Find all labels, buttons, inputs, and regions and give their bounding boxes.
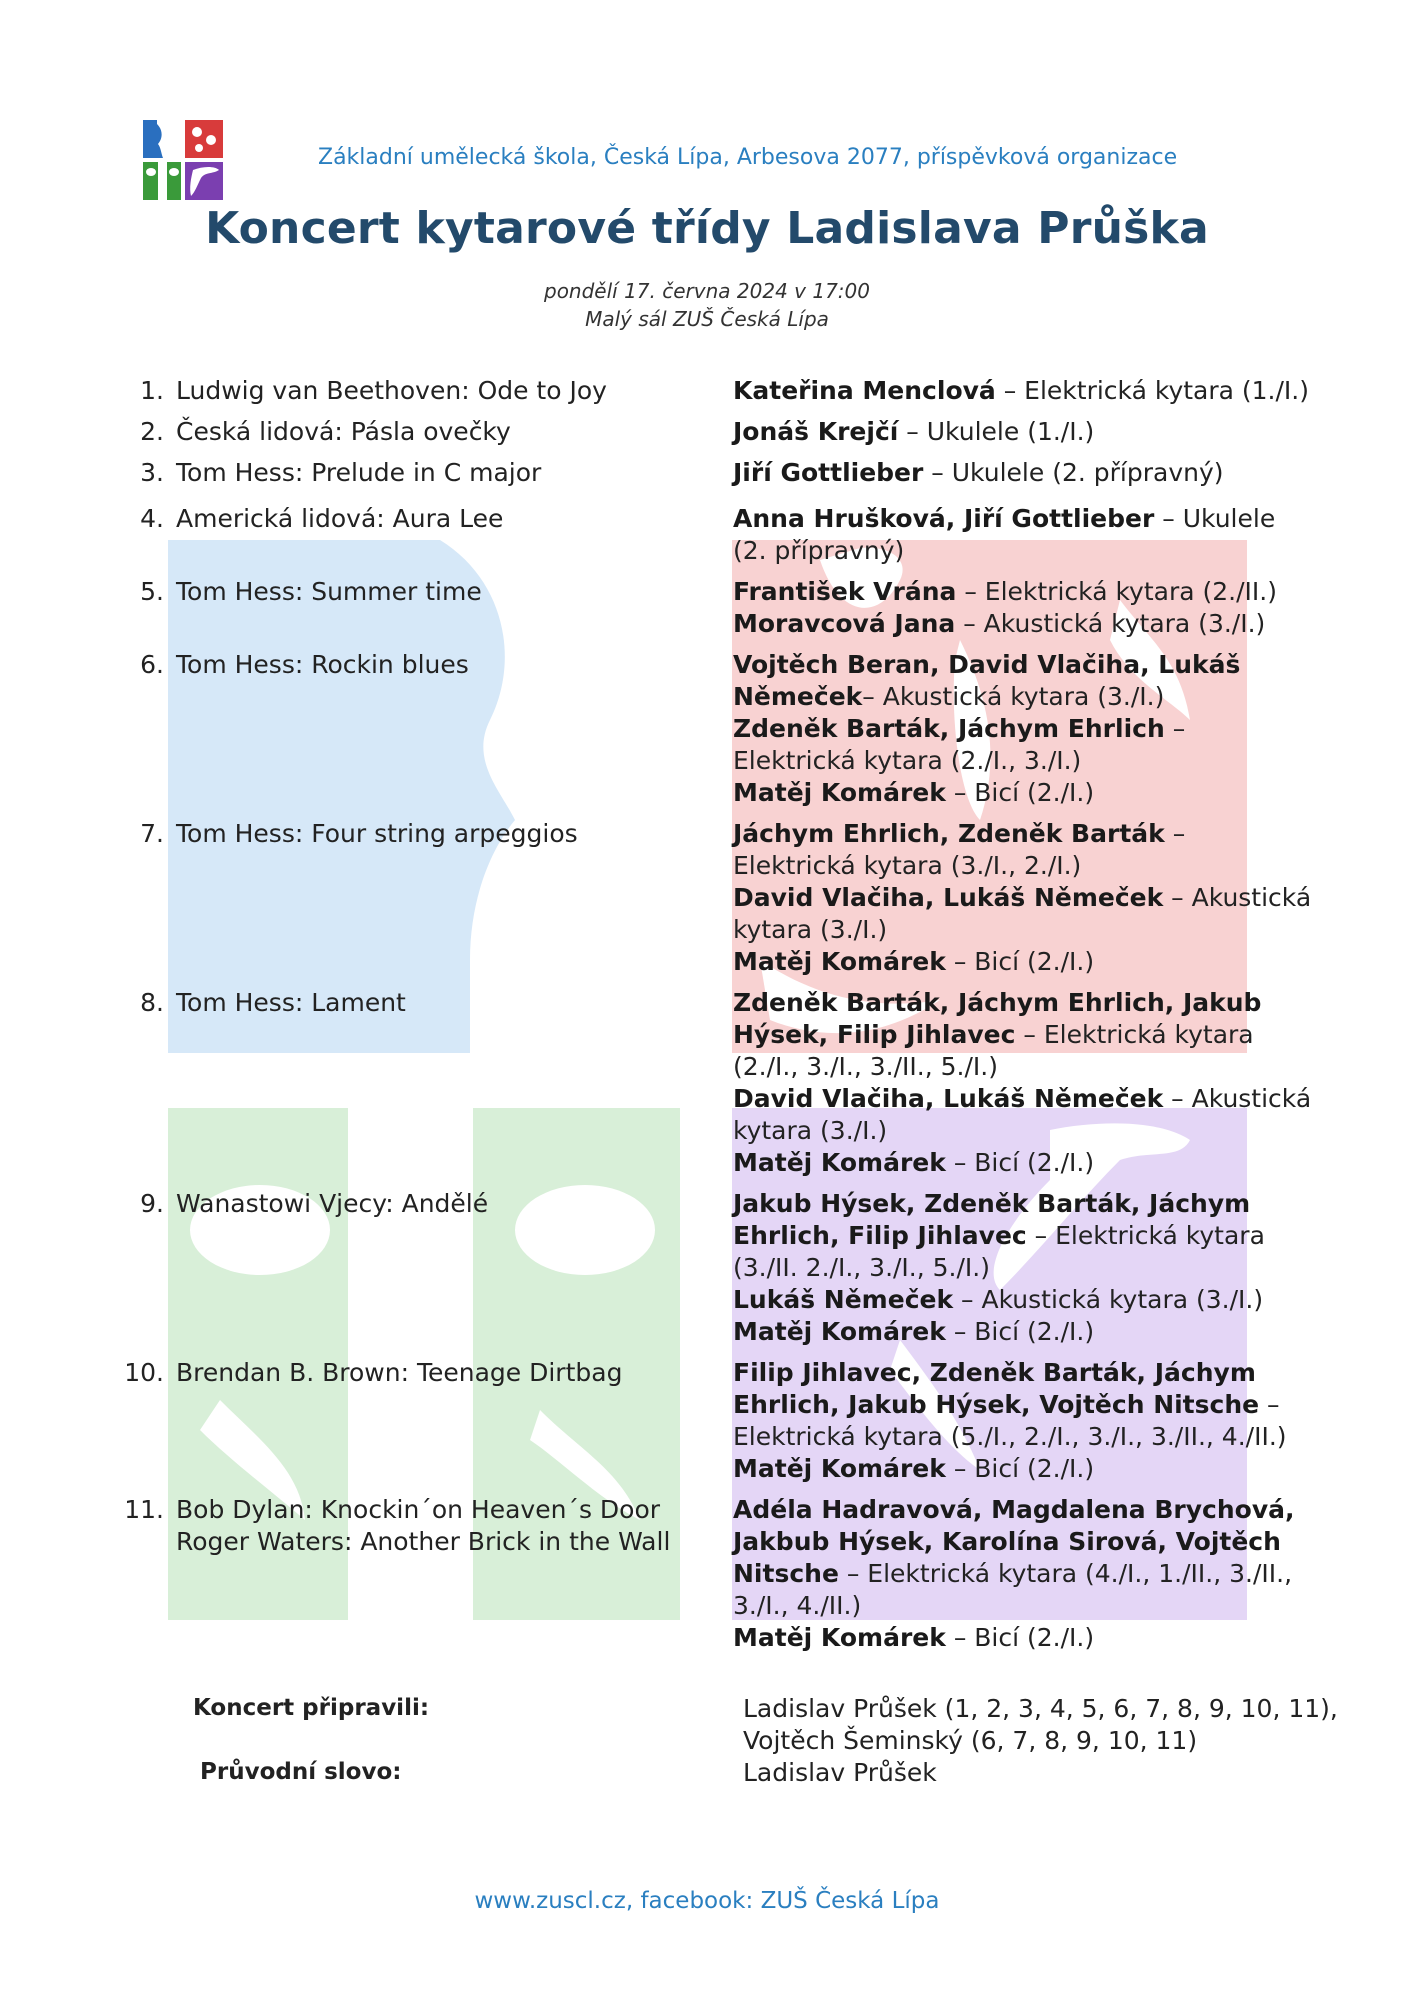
item-piece: Brendan B. Brown: Teenage Dirtbag [176,1358,623,1387]
item-piece: Tom Hess: Four string arpeggios [176,819,578,848]
item-number: 5. [140,577,164,606]
performer-names: Kateřina Menclová [733,376,996,405]
logo-red-quadrant [185,120,223,158]
performer-instrument: – Bicí (2./I.) [945,947,1095,976]
footer-links: www.zuscl.cz, facebook: ZUŠ Česká Lípa [474,1888,940,1914]
item-performers [733,1357,1313,1485]
prepared-value [743,1693,1338,1757]
performer-instrument: – Elektrická kytara (1./I.) [995,376,1310,405]
performer-instrument: – Ukulele (2. přípravný) [923,458,1224,487]
item-performers [733,416,1313,448]
performer-names: Jiří Gottlieber [733,458,924,487]
performer-names: Adéla Hadravová, Magdalena Brychová, Jakbub Hýsek, Karolína Sirová, Vojtěch Nitsche [733,1495,1295,1588]
item-number: 11. [124,1495,164,1524]
performer-instrument: – Elektrická kytara (5./I., 2./I., 3./I., 3./II., 4./II.) [733,1390,1287,1451]
item-piece-line: Bob Dylan: Knockin´on Heaven´s Door [176,1495,661,1524]
item-piece [176,1494,696,1558]
performer-names: František Vrána [733,577,957,606]
performer-names: Moravcová Jana [733,609,956,638]
item-number: 3. [140,458,164,487]
performer-instrument: – Bicí (2./I.) [945,1454,1095,1483]
performer-instrument: – Akustická kytara (3./I.) [955,609,1266,638]
item-performers [733,576,1313,640]
performer-instrument: – Elektrická kytara (4./I., 1./II., 3./II., 3./I., 4./II.) [733,1559,1293,1620]
performer-names: Jáchym Ehrlich, Zdeněk Barták [733,819,1165,848]
performer-instrument: – Bicí (2./I.) [945,1623,1095,1652]
performer-names: Jonáš Krejčí [733,417,899,446]
item-performers [733,457,1313,489]
item-piece: Česká lidová: Pásla ovečky [176,417,511,446]
performer-instrument: – Elektrická kytara (3./I., 2./I.) [733,819,1186,880]
performer-names: David Vlačiha, Lukáš Němeček [733,883,1164,912]
item-performers [733,987,1313,1179]
school-logo [143,120,223,200]
performer-instrument: – Elektrická kytara (2./II.) [956,577,1277,606]
item-number: 2. [140,417,164,446]
prepared-line: Vojtěch Šeminský (6, 7, 8, 9, 10, 11) [743,1726,1198,1755]
item-number: 6. [140,650,164,679]
performer-instrument: – Akustická kytara (3./I.) [953,1285,1264,1314]
performer-names: David Vlačiha, Lukáš Němeček [733,1084,1164,1113]
item-number: 9. [140,1189,164,1218]
item-performers [733,1188,1313,1348]
concert-date: pondělí 17. června 2024 v 17:00 [544,279,870,303]
item-number: 10. [124,1358,164,1387]
performer-names: Matěj Komárek [733,947,946,976]
performer-names: Zdeněk Barták, Jáchym Ehrlich, Jakub Hýsek, Filip Jihlavec [733,988,1262,1049]
performer-names: Vojtěch Beran, David Vlačiha, Lukáš Němeček [733,650,1241,711]
item-number: 4. [140,504,164,533]
item-piece: Tom Hess: Lament [176,988,406,1017]
prepared-label: Koncert připravili: [193,1695,430,1721]
performer-instrument: – Akustická kytara (3./I.) [862,682,1165,711]
concert-title: Koncert kytarové třídy Ladislava Průška [205,203,1209,254]
school-name: Základní umělecká škola, Česká Lípa, Arbesova 2077, příspěvková organizace [318,145,1178,170]
performer-instrument: – Akustická kytara (3./I.) [733,1084,1312,1145]
item-piece-line: Roger Waters: Another Brick in the Wall [176,1527,671,1556]
item-performers [733,503,1313,567]
item-piece: Ludwig van Beethoven: Ode to Joy [176,376,607,405]
performer-names: Zdeněk Barták, Jáchym Ehrlich [733,714,1165,743]
performer-instrument: – Bicí (2./I.) [945,1148,1095,1177]
performer-names: Lukáš Němeček [733,1285,954,1314]
performer-instrument: – Ukulele (1./I.) [898,417,1095,446]
item-piece: Tom Hess: Summer time [176,577,482,606]
prepared-line: Ladislav Průšek (1, 2, 3, 4, 5, 6, 7, 8, 9, 10, 11), [743,1694,1338,1723]
speech-value: Ladislav Průšek [743,1758,937,1787]
performer-names: Jakub Hýsek, Zdeněk Barták, Jáchym Ehrlich, Filip Jihlavec [733,1189,1251,1250]
item-piece: Wanastowi Vjecy: Andělé [176,1189,489,1218]
performer-names: Filip Jihlavec, Zdeněk Barták, Jáchym Ehrlich, Jakub Hýsek, Vojtěch Nitsche [733,1358,1260,1419]
performer-names: Matěj Komárek [733,1454,946,1483]
item-performers [733,1494,1313,1654]
performer-names: Matěj Komárek [733,778,946,807]
item-performers [733,375,1313,407]
performer-instrument: – Ukulele (2. přípravný) [733,504,1276,565]
performer-instrument: – Elektrická kytara (2./I., 3./I., 3./II., 5./I.) [733,1020,1254,1081]
speech-label: Průvodní slovo: [200,1759,402,1785]
item-piece: Americká lidová: Aura Lee [176,504,504,533]
performer-instrument: – Elektrická kytara (3./II. 2./I., 3./I., 5./I.) [733,1221,1265,1282]
item-number: 7. [140,819,164,848]
item-number: 8. [140,988,164,1017]
performer-instrument: – Bicí (2./I.) [945,778,1095,807]
performer-names: Matěj Komárek [733,1317,946,1346]
performer-instrument: – Bicí (2./I.) [945,1317,1095,1346]
item-piece: Tom Hess: Prelude in C major [176,458,542,487]
item-performers [733,649,1313,809]
performer-names: Matěj Komárek [733,1148,946,1177]
item-performers [733,818,1313,978]
item-number: 1. [140,376,164,405]
performer-names: Anna Hrušková, Jiří Gottlieber [733,504,1155,533]
concert-subtitle [0,277,1414,333]
performer-instrument: – Elektrická kytara (2./I., 3./I.) [733,714,1186,775]
performer-names: Matěj Komárek [733,1623,946,1652]
performer-instrument: – Akustická kytara (3./I.) [733,883,1312,944]
concert-venue: Malý sál ZUŠ Česká Lípa [585,307,829,331]
item-piece: Tom Hess: Rockin blues [176,650,469,679]
